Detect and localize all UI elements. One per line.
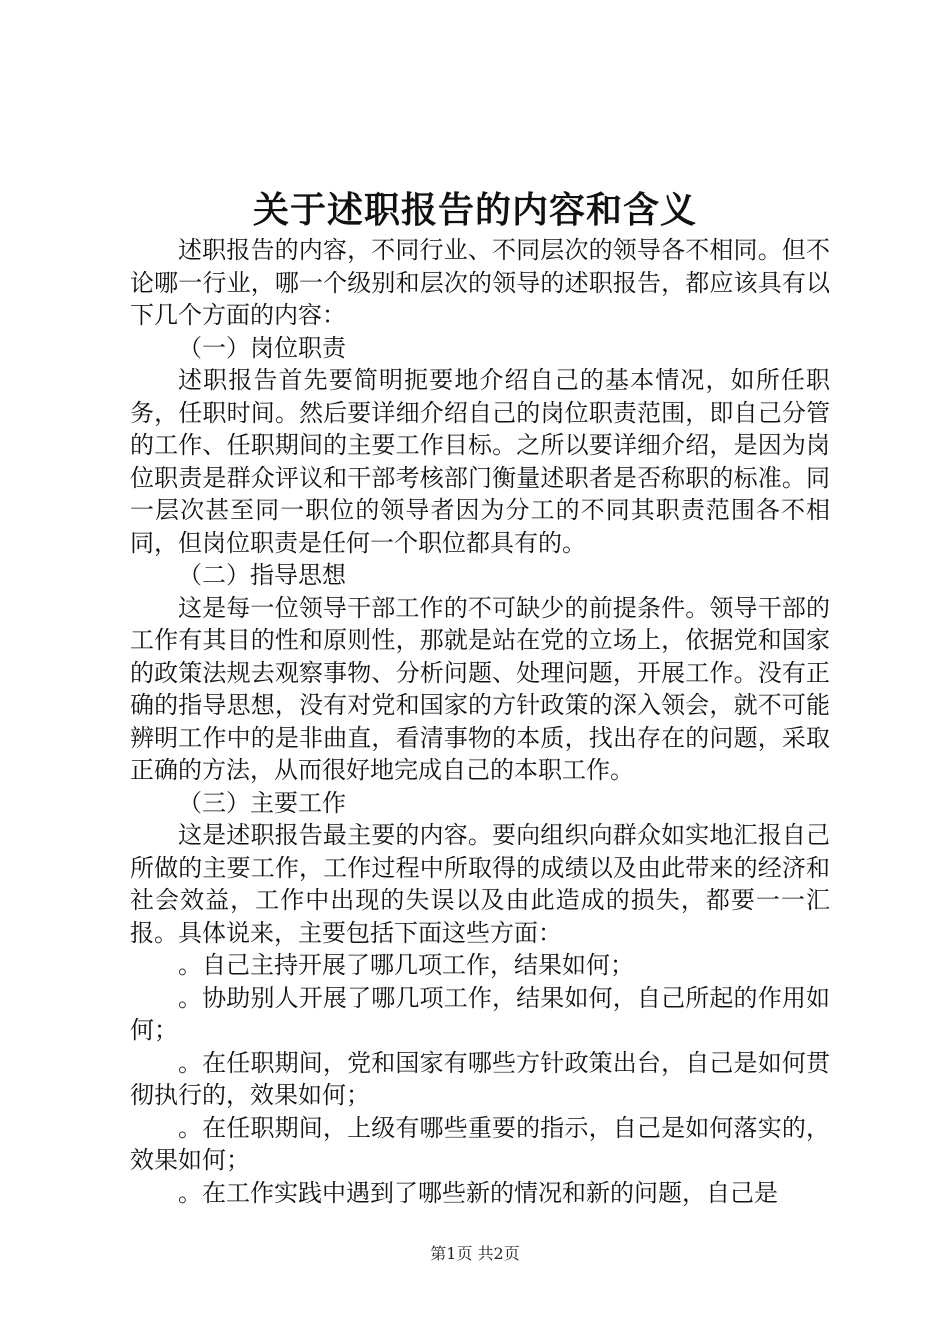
list-item: 。协助别人开展了哪几项工作，结果如何，自己所起的作用如何； [130, 983, 830, 1044]
list-item: 。自己主持开展了哪几项工作，结果如何； [178, 951, 634, 979]
paragraph-guiding-ideology: 这是每一位领导干部工作的不可缺少的前提条件。领导干部的工作有其目的性和原则性，那就是站在党的立场上，依据党和国家的政策法规去观察事物、分析问题、处理问题，开展工作。没有正确的指导思想，没有对党和国家的方针政策的深入领会，就不可能辨明工作中的是非曲直，看清事物的本质，找出存在的问题，采取正确的方法，从而很好地完成自己的本职工作。 [130, 593, 830, 784]
page-title: 关于述职报告的内容和含义 [252, 189, 697, 231]
paragraph-intro: 述职报告的内容，不同行业、不同层次的领导各不相同。但不论哪一行业，哪一个级别和层次的领导的述职报告，都应该具有以下几个方面的内容： [130, 236, 830, 329]
section-heading-1: （一）岗位职责 [178, 333, 346, 362]
paragraph-main-work: 这是述职报告最主要的内容。要向组织向群众如实地汇报自己所做的主要工作，工作过程中所取得的成绩以及由此带来的经济和社会效益，工作中出现的失误以及由此造成的损失，都要一一汇报。具体说来，主要包括下面这些方面： [130, 821, 830, 947]
list-item: 。在工作实践中遇到了哪些新的情况和新的问题，自己是 [178, 1178, 778, 1207]
document-body [130, 234, 830, 1209]
list-item: 。在任职期间，党和国家有哪些方针政策出台，自己是如何贯彻执行的，效果如何； [130, 1048, 830, 1109]
section-heading-2: （二）指导思想 [178, 561, 346, 589]
section-heading-3: （三）主要工作 [178, 788, 346, 817]
list-item: 。在任职期间，上级有哪些重要的指示，自己是如何落实的，效果如何； [130, 1113, 830, 1174]
paragraph-job-duties: 述职报告首先要简明扼要地介绍自己的基本情况，如所任职务，任职时间。然后要详细介绍自己的岗位职责范围，即自己分管的工作、任职期间的主要工作目标。之所以要详细介绍，是因为岗位职责是群众评议和干部考核部门衡量述职者是否称职的标准。同一层次甚至同一职位的领导者因为分工的不同其职责范围各不相同，但岗位职责是任何一个职位都具有的。 [130, 366, 830, 557]
page-footer: 第1页 共2页 [430, 1244, 520, 1263]
